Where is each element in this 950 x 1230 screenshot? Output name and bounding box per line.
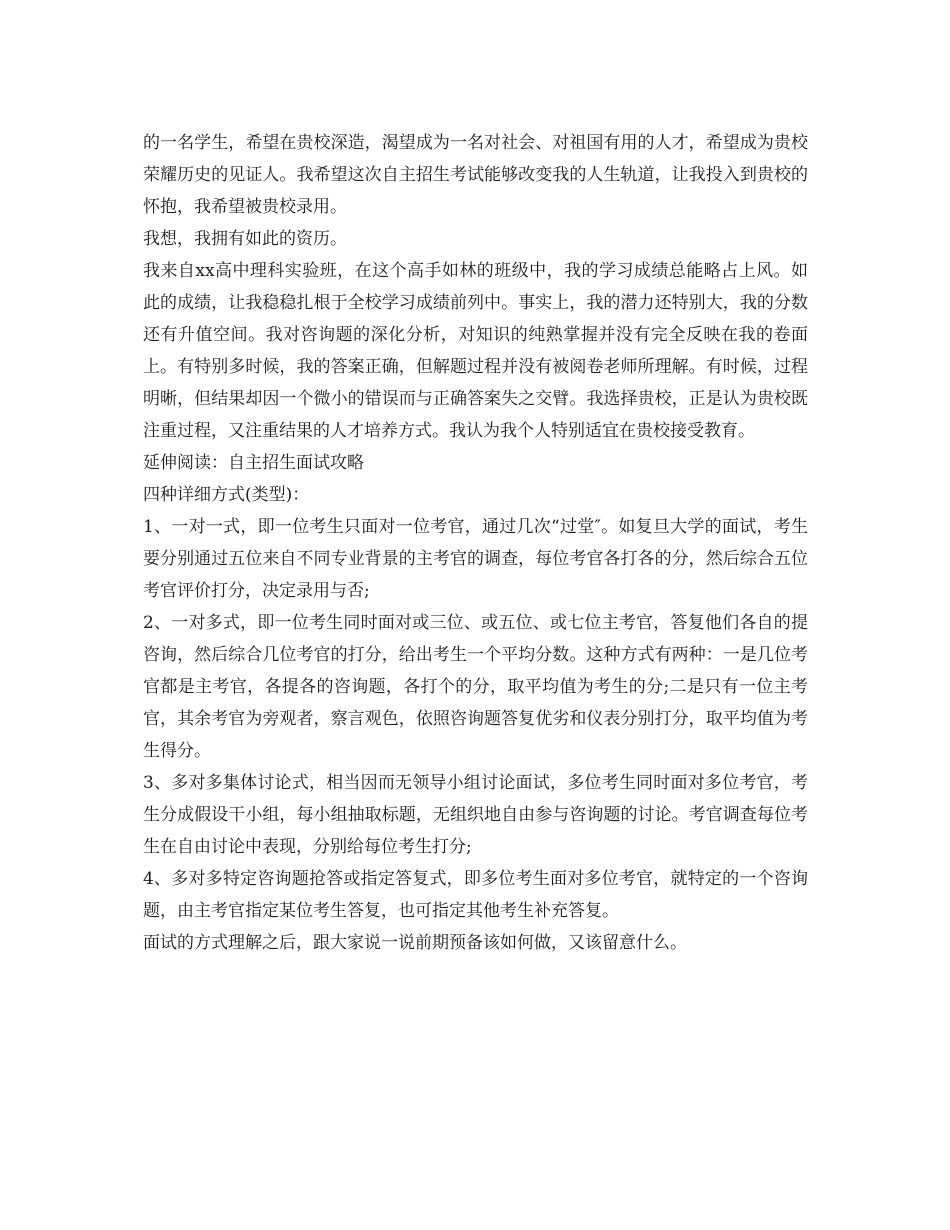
list-item-type-2: 2、一对多式，即一位考生同时面对或三位、或五位、或七位主考官，答复他们各自的提咨询，然后综合几位考官的打分，给出考生一个平均分数。这种方式有两种：一是几位考官都是主考官，各提各的咨询题，各打个的分，取平均值为考生的分;二是只有一位主考官，其余考官为旁观者，察言观色，依照咨询题答复优劣和仪表分别打分，取平均值为考生得分。 (143, 613, 808, 761)
list-item-type-3: 3、多对多集体讨论式，相当因而无领导小组讨论面试，多位考生同时面对多位考官，考生分成假设干小组，每小组抽取标题，无组织地自由参与咨询题的讨论。考官调查每位考生在自由讨论中表现，分别给每位考生打分; (143, 773, 808, 857)
paragraph-qualification-lead: 我想，我拥有如此的资历。 (143, 229, 347, 249)
interview-types-heading: 四种详细方式(类型)： (143, 485, 310, 505)
document-body (143, 127, 808, 959)
extended-reading-heading: 延伸阅读：自主招生面试攻略 (143, 453, 364, 473)
list-item-type-4: 4、多对多特定咨询题抢答或指定答复式，即多位考生面对多位考官，就特定的一个咨询题，由主考官指定某位考生答复，也可指定其他考生补充答复。 (143, 869, 808, 921)
paragraph-background: 我来自xx高中理科实验班，在这个高手如林的班级中，我的学习成绩总能略占上风。如此的成绩，让我稳稳扎根于全校学习成绩前列中。事实上，我的潜力还特别大，我的分数还有升值空间。我对咨询题的深化分析，对知识的纯熟掌握并没有完全反映在我的卷面上。有特别多时候，我的答案正确，但解题过程并没有被阅卷老师所理解。有时候，过程明晰，但结果却因一个微小的错误而与正确答案失之交臂。我选择贵校，正是认为贵校既注重过程，又注重结果的人才培养方式。我认为我个人特别适宜在贵校接受教育。 (143, 261, 808, 441)
list-item-type-1: 1、一对一式，即一位考生只面对一位考官，通过几次“过堂″。如复旦大学的面试，考生要分别通过五位来自不同专业背景的主考官的调查，每位考官各打各的分，然后综合五位考官评价打分，决定录用与否; (143, 517, 808, 601)
paragraph-closing: 面试的方式理解之后，跟大家说一说前期预备该如何做，又该留意什么。 (143, 933, 687, 953)
paragraph-intro-continued: 的一名学生，希望在贵校深造，渴望成为一名对社会、对祖国有用的人才，希望成为贵校荣耀历史的见证人。我希望这次自主招生考试能够改变我的人生轨道，让我投入到贵校的怀抱，我希望被贵校录用。 (143, 133, 808, 217)
